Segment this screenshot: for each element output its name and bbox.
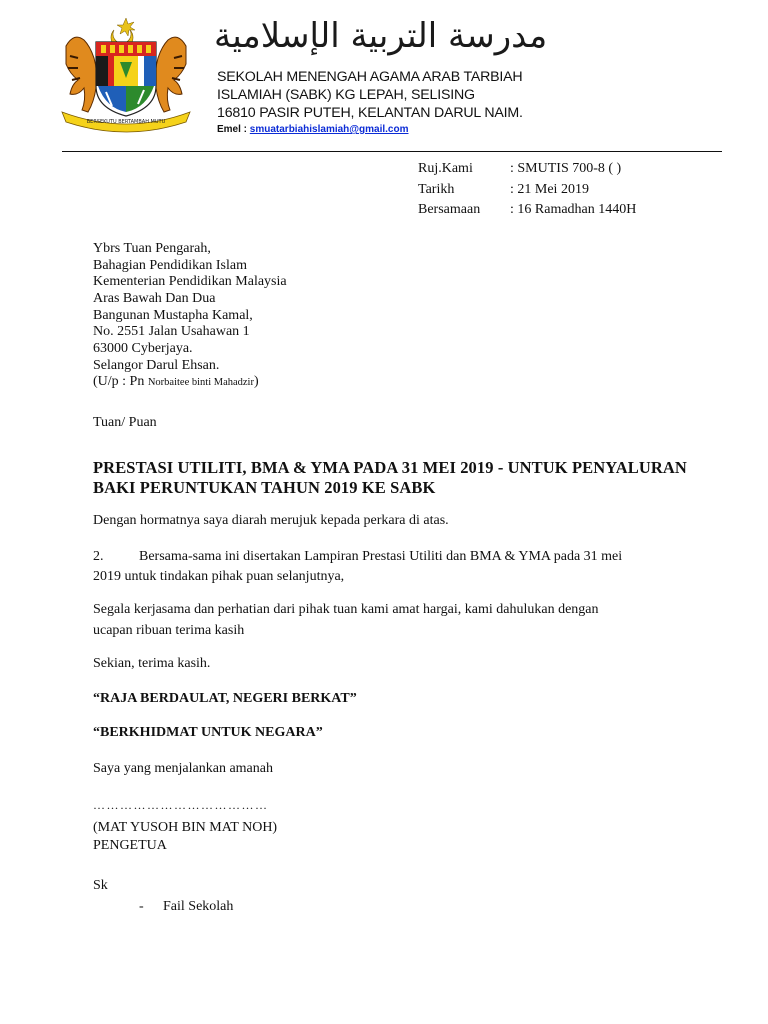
school-arabic-name: مدرسة التربية الإسلامية [214,16,548,56]
recipient-line: Bangunan Mustapha Kamal, [93,308,253,323]
paragraph-1: Dengan hormatnya saya diarah merujuk kepada perkara di atas. [93,513,449,528]
ref-label-ruj: Ruj.Kami [418,161,473,176]
svg-text:BERSEKUTU BERTAMBAH MUTU: BERSEKUTU BERTAMBAH MUTU [86,119,166,125]
motto-2: “BERKHIDMAT UNTUK NEGARA” [93,725,323,740]
paragraph-2-number: 2. [93,549,104,564]
school-name-line-1: SEKOLAH MENENGAH AGAMA ARAB TARBIAH [217,69,523,85]
attention-name: Norbaitee binti Mahadzir [147,377,254,388]
attention-suffix: ) [253,374,259,389]
cc-dash: - [139,899,144,914]
signatory-name: (MAT YUSOH BIN MAT NOH) [93,820,278,835]
recipient-line: Bahagian Pendidikan Islam [93,258,247,273]
email-row [217,124,409,135]
paragraph-3-line-1: Segala kerjasama dan perhatian dari pihak tuan kami amat hargai, kami dahulukan dengan [93,602,599,617]
ref-value-bersamaan: : 16 Ramadhan 1440H [510,202,637,217]
recipient-line: Selangor Darul Ehsan. [93,358,220,373]
recipient-attention [93,374,259,392]
email-label: Emel : [217,124,248,135]
school-address-line: 16810 PASIR PUTEH, KELANTAN DARUL NAIM. [217,105,523,121]
signature-line: ………………………………… [93,798,269,812]
paragraph-2-line-2: 2019 untuk tindakan pihak puan selanjutnya, [93,569,345,584]
ref-label-bersamaan: Bersamaan [418,202,481,217]
cc-item: Fail Sekolah [163,899,234,914]
ref-label-tarikh: Tarikh [418,182,455,197]
cc-label: Sk [93,878,108,893]
trust-text: Saya yang menjalankan amanah [93,761,273,776]
recipient-line: Ybrs Tuan Pengarah, [93,241,211,256]
letter-subject: PRESTASI UTILITI, BMA & YMA PADA 31 MEI 2019 - UNTUK PENYALURAN BAKI PERUNTUKAN TAHUN 2019 KE SABK [93,458,687,497]
signatory-position: PENGETUA [93,838,167,853]
school-name-line-2: ISLAMIAH (SABK) KG LEPAH, SELISING [217,87,475,103]
paragraph-3-line-2: ucapan ribuan terima kasih [93,623,245,638]
recipient-line: Aras Bawah Dan Dua [93,291,216,306]
salutation: Tuan/ Puan [93,415,157,430]
closing-text: Sekian, terima kasih. [93,656,211,671]
header-divider [62,151,722,152]
attention-prefix: (U/p : Pn [93,374,148,389]
recipient-line: No. 2551 Jalan Usahawan 1 [93,324,250,339]
motto-1: “RAJA BERDAULAT, NEGERI BERKAT” [93,691,357,706]
recipient-line: Kementerian Pendidikan Malaysia [93,274,287,289]
ref-value-tarikh: : 21 Mei 2019 [510,182,589,197]
coat-of-arms-logo [56,16,196,134]
paragraph-2-line-1: Bersama-sama ini disertakan Lampiran Prestasi Utiliti dan BMA & YMA pada 31 mei [139,549,623,564]
email-link[interactable]: smuatarbiahislamiah@gmail.com [249,124,409,135]
ref-value-ruj: : SMUTIS 700-8 ( ) [510,161,622,176]
recipient-line: 63000 Cyberjaya. [93,341,193,356]
